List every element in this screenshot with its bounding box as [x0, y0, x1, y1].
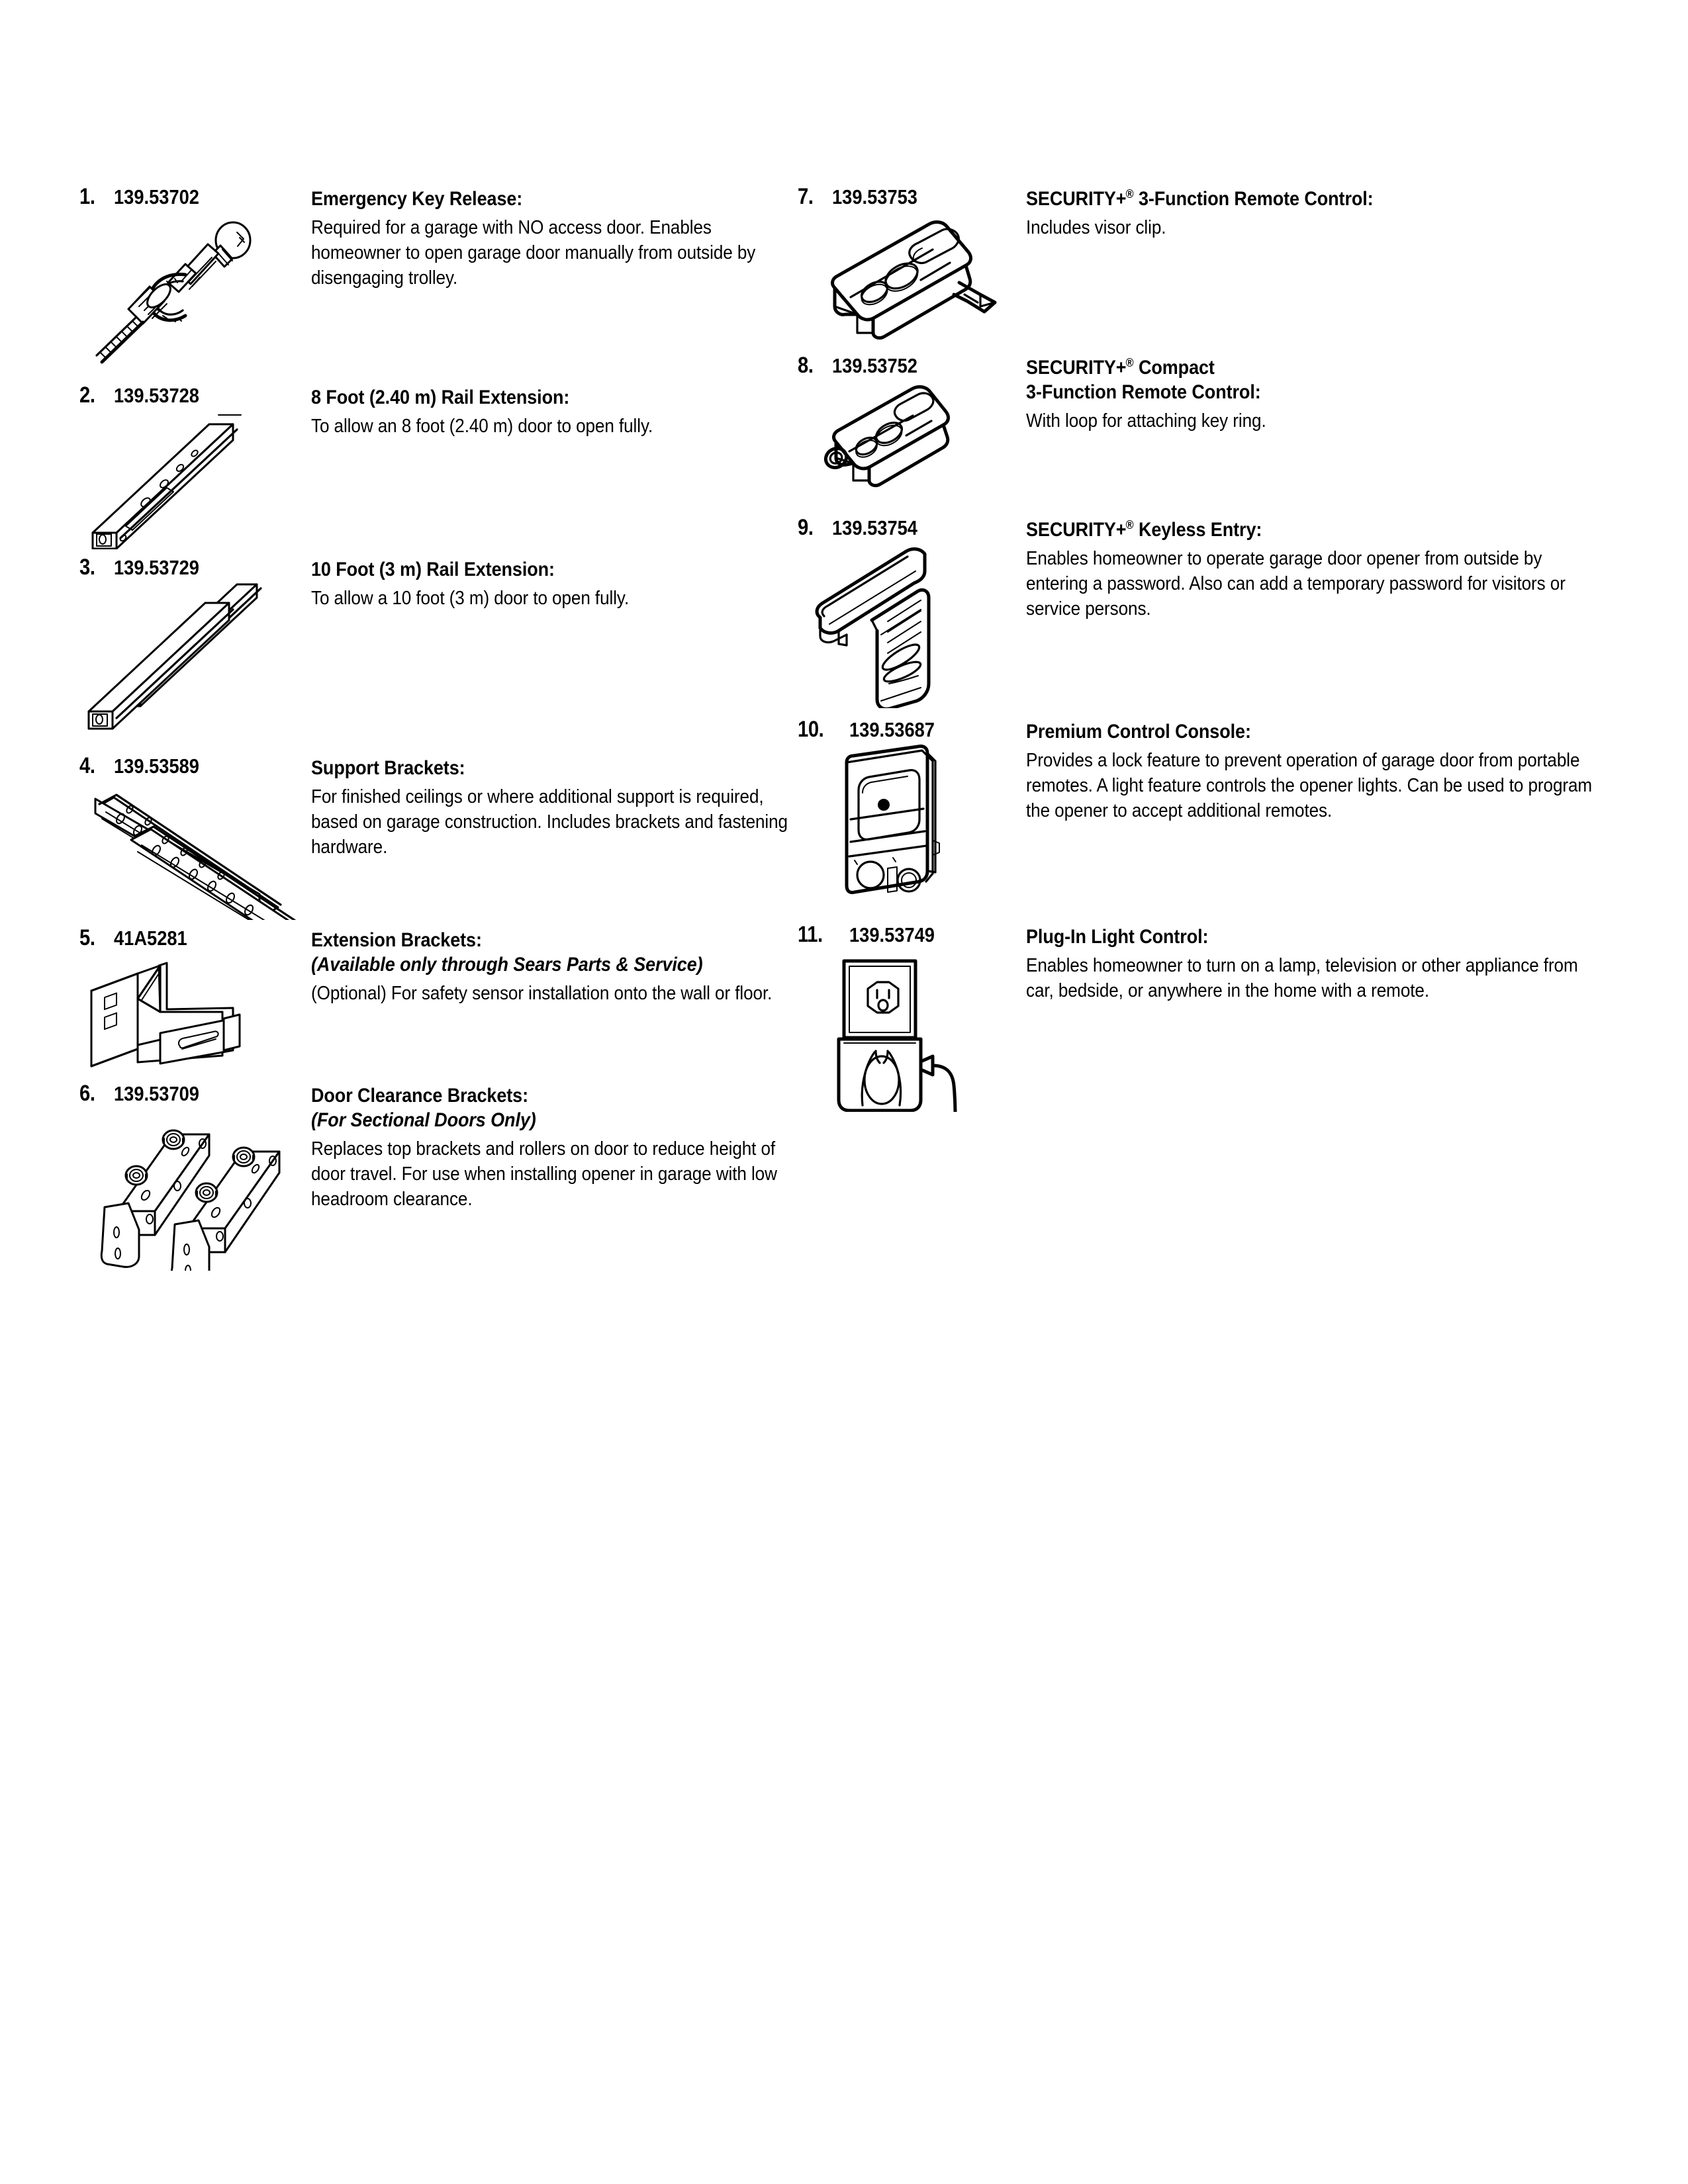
registered-trademark-icon: ® — [1125, 356, 1134, 369]
item-7-title-suffix: 3-Function Remote Control: — [1133, 188, 1374, 210]
accessory-item-2 — [79, 384, 798, 556]
item-5-id-block — [79, 927, 311, 1082]
item-6-text — [311, 1082, 798, 1212]
item-9-figure — [798, 539, 1026, 708]
item-7-number: 7. — [798, 184, 814, 209]
item-8-description: With loop for attaching key ring. — [1026, 410, 1266, 432]
item-2-number: 2. — [79, 383, 95, 408]
security-plus-icon: + — [1115, 188, 1126, 210]
item-8-title-suffix: Compact — [1133, 357, 1215, 379]
item-9-brand: SECURITY — [1026, 519, 1116, 541]
rail-extension-10ft-icon — [79, 579, 305, 745]
accessory-item-4 — [79, 754, 798, 927]
accessory-item-6 — [79, 1082, 798, 1274]
right-column — [798, 185, 1609, 1122]
item-9-title-suffix: Keyless Entry: — [1133, 519, 1262, 541]
item-4-id-block — [79, 754, 311, 920]
item-9-description: Enables homeowner to operate garage door opener from outside by entering a password. Also can add a temporary password for visitors or service persons. — [1026, 548, 1566, 619]
item-6-part-number: 139.53709 — [114, 1082, 199, 1105]
item-2-text — [311, 384, 798, 439]
item-6-number: 6. — [79, 1081, 95, 1106]
item-1-part-number: 139.53702 — [114, 185, 199, 208]
item-4-figure — [79, 778, 311, 920]
item-10-id-row — [798, 718, 1026, 741]
item-6-figure — [79, 1105, 311, 1271]
item-2-part-number: 139.53728 — [114, 384, 199, 407]
security-plus-icon: + — [1115, 519, 1126, 541]
accessory-item-11 — [798, 923, 1609, 1122]
item-4-title: Support Brackets: — [311, 757, 465, 779]
item-8-title — [1026, 355, 1608, 380]
item-9-number: 9. — [798, 515, 814, 540]
door-clearance-brackets-icon — [79, 1105, 305, 1271]
item-5-description: (Optional) For safety sensor installation onto the wall or floor. — [311, 983, 773, 1004]
accessory-item-5 — [79, 927, 798, 1082]
item-8-number: 8. — [798, 353, 814, 378]
item-1-text — [311, 185, 798, 291]
item-7-part-number: 139.53753 — [832, 185, 917, 208]
item-9-text — [1026, 516, 1609, 621]
item-6-id-row — [79, 1082, 311, 1105]
item-3-id-block — [79, 556, 311, 745]
premium-control-console-icon — [798, 741, 1023, 910]
accessory-item-9 — [798, 516, 1609, 718]
item-2-description: To allow an 8 foot (2.40 m) door to open fully. — [311, 416, 653, 437]
item-5-figure — [79, 950, 311, 1082]
item-10-part-number: 139.53687 — [849, 718, 935, 741]
item-2-figure — [79, 407, 311, 549]
item-1-id-row — [79, 185, 311, 208]
item-6-id-block — [79, 1082, 311, 1271]
emergency-key-release-icon — [79, 208, 305, 374]
remote-control-3function-icon — [798, 208, 1023, 347]
item-6-subtitle: (For Sectional Doors Only) — [311, 1109, 536, 1131]
item-7-id-row — [798, 185, 1026, 208]
item-11-title: Plug-In Light Control: — [1026, 926, 1209, 948]
item-4-number: 4. — [79, 753, 95, 778]
accessory-item-1 — [79, 185, 798, 384]
item-3-title: 10 Foot (3 m) Rail Extension: — [311, 559, 555, 580]
item-7-figure — [798, 208, 1026, 347]
item-6-description: Replaces top brackets and rollers on door to reduce height of door travel. For use when installing opener in garage with low headroom clearance. — [311, 1138, 777, 1210]
item-10-description: Provides a lock feature to prevent operation of garage door from portable remotes. A light feature controls the opener lights. Can be used to program the opener to accept additional remotes. — [1026, 750, 1593, 821]
item-2-id-row — [79, 384, 311, 407]
accessory-item-7 — [798, 185, 1609, 354]
item-4-text — [311, 754, 798, 860]
extension-bracket-icon — [79, 950, 305, 1082]
item-1-figure — [79, 208, 311, 374]
item-10-text — [1026, 718, 1609, 823]
item-5-subtitle: (Available only through Sears Parts & Service) — [311, 954, 703, 976]
registered-trademark-icon: ® — [1125, 187, 1134, 201]
plug-in-light-control-icon — [798, 946, 1023, 1112]
item-11-description: Enables homeowner to turn on a lamp, television or other appliance from car, bedside, or anywhere in the home with a remote. — [1026, 955, 1578, 1001]
item-3-figure — [79, 579, 311, 745]
item-10-title: Premium Control Console: — [1026, 721, 1251, 743]
item-10-number: 10. — [798, 717, 824, 742]
accessory-item-3 — [79, 556, 798, 754]
page-content — [79, 185, 1609, 1274]
item-11-id-block — [798, 923, 1026, 1112]
item-1-number: 1. — [79, 184, 95, 209]
item-8-text — [1026, 354, 1609, 433]
item-4-id-row — [79, 754, 311, 778]
item-8-part-number: 139.53752 — [832, 354, 917, 377]
item-5-id-row — [79, 927, 311, 950]
item-10-id-block — [798, 718, 1026, 910]
accessory-item-10 — [798, 718, 1609, 923]
item-5-text — [311, 927, 798, 1006]
item-3-text — [311, 556, 798, 611]
item-3-description: To allow a 10 foot (3 m) door to open fully. — [311, 588, 630, 609]
item-11-text — [1026, 923, 1609, 1003]
item-11-number: 11. — [798, 922, 823, 947]
keyless-entry-keypad-icon — [798, 539, 1023, 708]
item-6-title: Door Clearance Brackets: — [311, 1085, 528, 1107]
item-8-figure — [798, 377, 1026, 503]
item-9-part-number: 139.53754 — [832, 516, 917, 539]
item-9-id-row — [798, 516, 1026, 539]
item-7-brand: SECURITY — [1026, 188, 1116, 210]
item-1-description: Required for a garage with NO access door. Enables homeowner to open garage door manually from outside by disengaging trolley. — [311, 217, 756, 289]
item-8-brand: SECURITY — [1026, 357, 1116, 379]
item-4-description: For finished ceilings or where additional support is required, based on garage construction. Includes brackets and fastening hardware. — [311, 786, 788, 858]
item-3-part-number: 139.53729 — [114, 556, 199, 579]
accessory-item-8 — [798, 354, 1609, 516]
support-brackets-icon — [79, 778, 305, 920]
item-1-id-block — [79, 185, 311, 374]
item-8-id-row — [798, 354, 1026, 377]
item-7-title — [1026, 187, 1608, 211]
item-8-id-block — [798, 354, 1026, 503]
item-9-id-block — [798, 516, 1026, 708]
item-7-id-block — [798, 185, 1026, 347]
item-7-text — [1026, 185, 1609, 240]
item-4-part-number: 139.53589 — [114, 754, 199, 778]
item-2-title: 8 Foot (2.40 m) Rail Extension: — [311, 387, 570, 408]
compact-remote-control-icon — [798, 377, 1023, 503]
item-5-title: Extension Brackets: — [311, 929, 482, 951]
item-2-id-block — [79, 384, 311, 549]
item-8-title-line2: 3-Function Remote Control: — [1026, 381, 1261, 403]
item-10-figure — [798, 741, 1026, 910]
two-column-layout — [79, 185, 1609, 1274]
left-column — [79, 185, 798, 1274]
item-7-description: Includes visor clip. — [1026, 217, 1166, 238]
item-1-title: Emergency Key Release: — [311, 188, 523, 210]
rail-extension-8ft-icon — [79, 407, 305, 549]
registered-trademark-icon: ® — [1125, 518, 1134, 531]
item-3-id-row — [79, 556, 311, 579]
item-3-number: 3. — [79, 555, 95, 580]
item-9-title — [1026, 518, 1608, 542]
security-plus-icon: + — [1115, 357, 1126, 379]
item-11-figure — [798, 946, 1026, 1112]
item-5-part-number: 41A5281 — [114, 927, 187, 950]
item-5-number: 5. — [79, 925, 95, 950]
item-11-id-row — [798, 923, 1026, 946]
item-11-part-number: 139.53749 — [849, 923, 935, 946]
